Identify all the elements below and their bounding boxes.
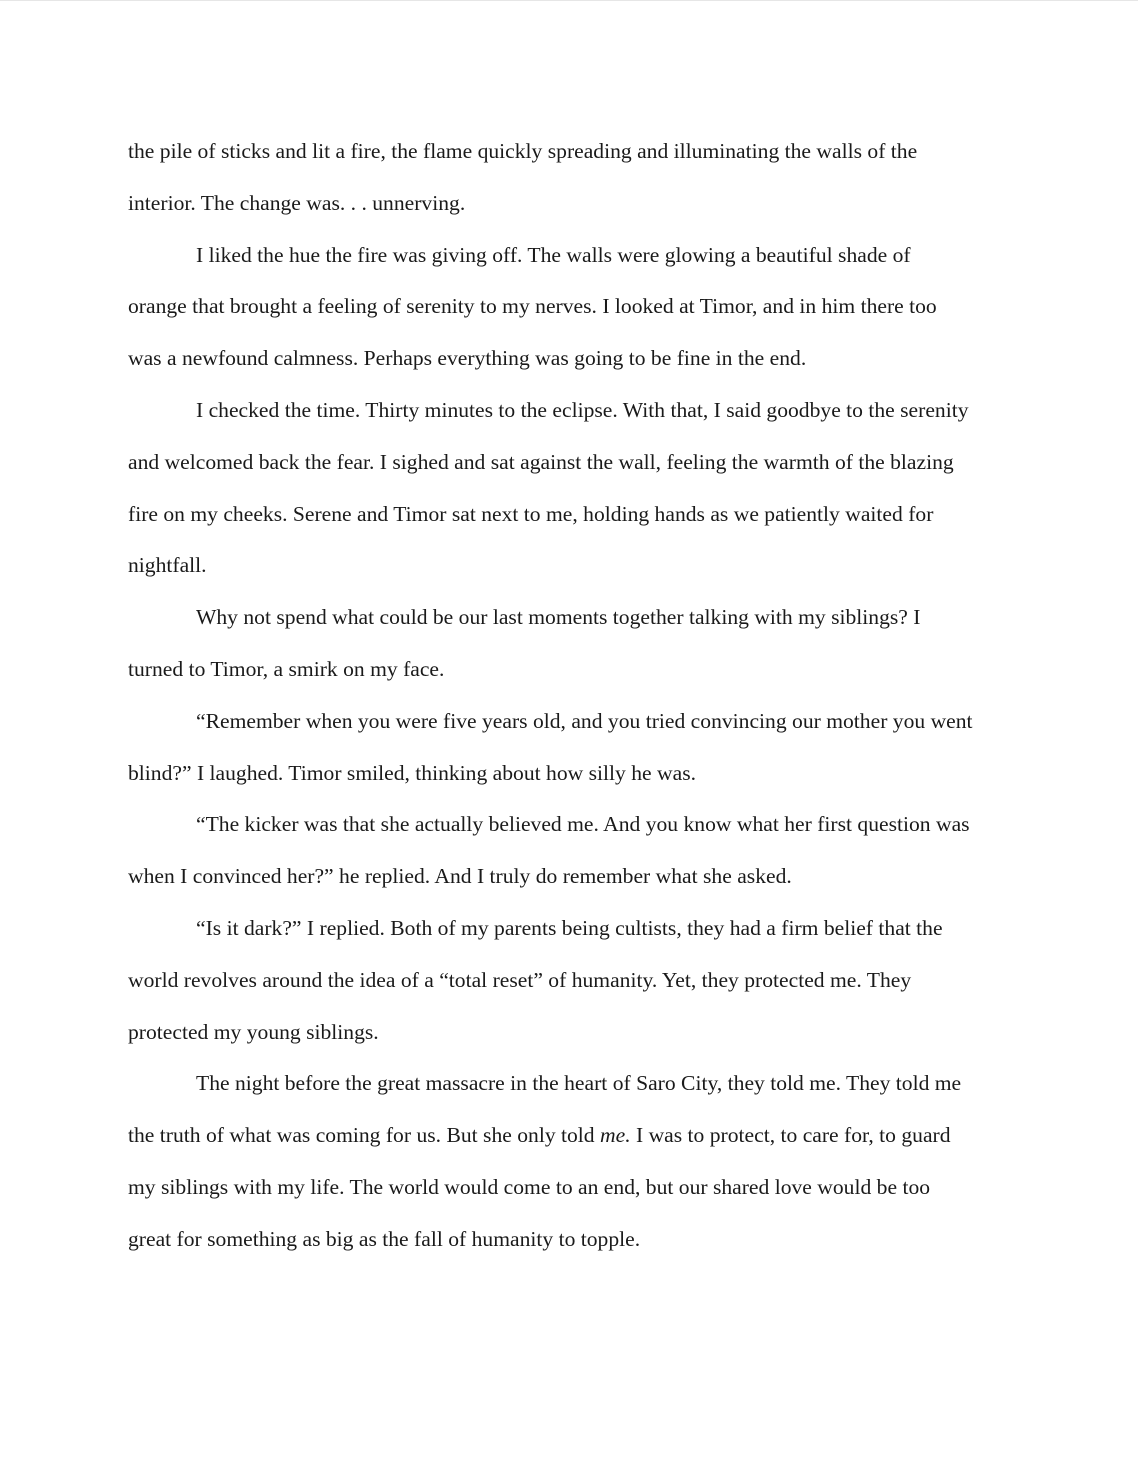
paragraph-4	[128, 592, 1010, 696]
text-line: I liked the hue the fire was giving off. The walls were glowing a beautiful shade of	[196, 242, 911, 267]
text-line: nightfall.	[128, 553, 207, 578]
paragraph-3	[128, 385, 1010, 592]
italic-emphasis: me.	[600, 1123, 631, 1148]
text-line: “Is it dark?” I replied. Both of my parents being cultists, they had a firm belief that the	[196, 915, 943, 940]
page-top-edge	[0, 0, 1138, 1]
text-line: interior. The change was. . . unnerving.	[128, 190, 466, 215]
paragraph-1	[128, 126, 1010, 230]
text-line: “The kicker was that she actually believed me. And you know what her first question was	[196, 812, 970, 837]
text-line: The night before the great massacre in the heart of Saro City, they told me. They told me	[196, 1071, 962, 1096]
text-line: was a newfound calmness. Perhaps everything was going to be fine in the end.	[128, 346, 807, 371]
text-line: protected my young siblings.	[128, 1019, 379, 1044]
text-segment: the truth of what was coming for us. But she only told	[128, 1123, 601, 1148]
text-line: “Remember when you were five years old, and you tried convincing our mother you went	[196, 708, 973, 733]
text-line-with-italic	[128, 1110, 1010, 1162]
paragraph-7	[128, 903, 1010, 1058]
text-line: world revolves around the idea of a “total reset” of humanity. Yet, they protected me. They	[128, 967, 912, 992]
text-line: and welcomed back the fear. I sighed and sat against the wall, feeling the warmth of the blazing	[128, 449, 954, 474]
paragraph-5	[128, 696, 1010, 800]
text-line: orange that brought a feeling of serenity to my nerves. I looked at Timor, and in him there too	[128, 294, 937, 319]
paragraph-2	[128, 230, 1010, 385]
text-line: fire on my cheeks. Serene and Timor sat next to me, holding hands as we patiently waited for	[128, 501, 934, 526]
text-line: when I convinced her?” he replied. And I truly do remember what she asked.	[128, 864, 792, 889]
paragraph-6	[128, 799, 1010, 903]
text-line: turned to Timor, a smirk on my face.	[128, 656, 445, 681]
text-line: the pile of sticks and lit a fire, the flame quickly spreading and illuminating the walls of the	[128, 139, 918, 163]
text-line: my siblings with my life. The world would come to an end, but our shared love would be too	[128, 1174, 931, 1199]
text-line: Why not spend what could be our last moments together talking with my siblings? I	[196, 605, 921, 630]
text-line: great for something as big as the fall of humanity to topple.	[128, 1226, 641, 1251]
paragraph-8	[128, 1058, 1010, 1265]
text-line: blind?” I laughed. Timor smiled, thinking about how silly he was.	[128, 760, 696, 785]
document-body	[128, 126, 1010, 1266]
text-line: I checked the time. Thirty minutes to the eclipse. With that, I said goodbye to the serenity	[196, 397, 969, 422]
text-segment: I was to protect, to care for, to guard	[630, 1123, 951, 1148]
